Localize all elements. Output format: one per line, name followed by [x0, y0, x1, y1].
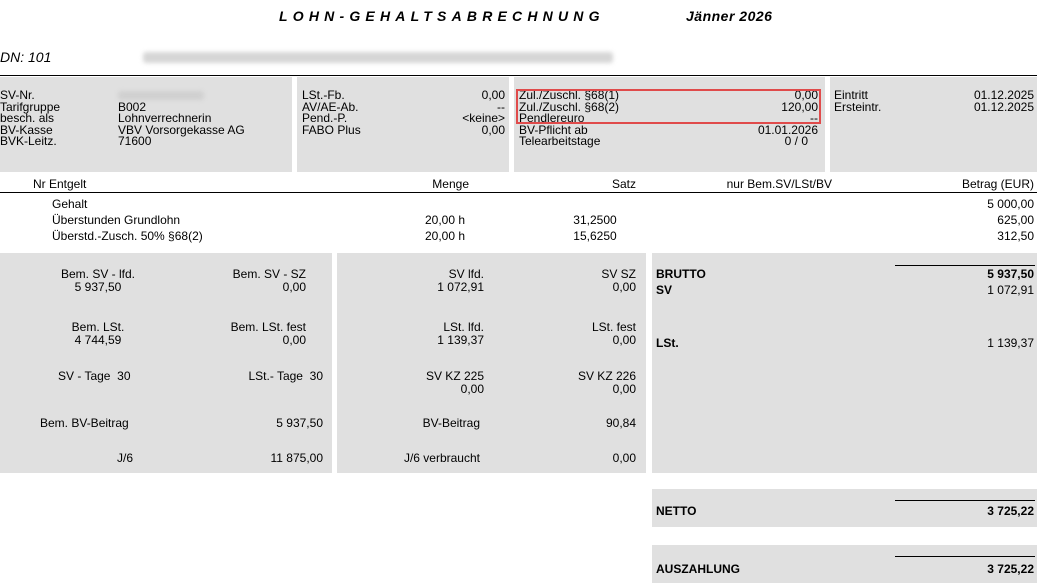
info-col1-values	[118, 90, 288, 148]
sv-summary-label: SV	[656, 283, 673, 297]
pend-p-value: <keine>	[462, 111, 505, 125]
bem-lst-fest	[190, 321, 306, 347]
item-names	[52, 198, 352, 243]
pendlereuro-value: --	[810, 111, 818, 125]
brutto-value: 5 937,50	[987, 267, 1034, 281]
auszahlung-rule	[895, 556, 1035, 557]
info-col2-labels	[302, 90, 412, 136]
av-ae-ab-label: AV/AE-Ab.	[302, 99, 359, 114]
sv-kz225	[390, 370, 484, 396]
lst-fest-value: 0,00	[612, 333, 636, 347]
sv-lfd-value: 1 072,91	[437, 280, 484, 294]
period-text: Jänner 2026	[686, 8, 773, 24]
lst-lfd	[400, 321, 484, 347]
lst-fest	[560, 321, 636, 347]
item-betrag: 312,50	[997, 229, 1034, 243]
lst-tage-value: 30	[309, 369, 323, 383]
col-header-nr-entgelt: Nr Entgelt	[33, 177, 87, 191]
bv-pflicht-value: 01.01.2026	[757, 122, 818, 137]
sv-kz226-value: 0,00	[612, 382, 636, 396]
fabo-plus-label: FABO Plus	[302, 122, 361, 137]
zuschl-68-2-value: 120,00	[781, 99, 818, 114]
bvk-leitz-value: 71600	[118, 134, 152, 148]
item-satz: 31,2500	[573, 213, 617, 227]
auszahlung-label: AUSZAHLUNG	[656, 562, 740, 576]
bv-label: BV-Beitrag	[422, 416, 480, 430]
sv-sz-value: 0,00	[612, 280, 636, 294]
bem-sv-lfd	[40, 268, 156, 294]
besch-als-label: besch. als	[0, 111, 55, 125]
auszahlung-value: 3 725,22	[987, 562, 1034, 576]
sv-kz225-label: SV KZ 225	[425, 369, 484, 383]
lst-summary-label: LSt.	[656, 336, 679, 350]
netto-label: NETTO	[656, 504, 697, 518]
sv-tage-value: 30	[117, 369, 131, 383]
col-header-menge: Menge	[432, 177, 469, 191]
header-divider	[0, 75, 1037, 76]
bem-lst-fest-value: 0,00	[282, 333, 306, 347]
lst-lfd-value: 1 139,37	[437, 333, 484, 347]
pend-p-label: Pend.-P.	[302, 111, 348, 125]
item-saetze	[550, 198, 640, 243]
item-satz: 15,6250	[573, 229, 617, 243]
lst-fb-value: 0,00	[481, 88, 505, 102]
eintritt-value: 01.12.2025	[973, 88, 1034, 102]
col-header-nur-bem: nur Bem.SV/LSt/BV	[726, 177, 832, 191]
lst-fb-label: LSt.-Fb.	[302, 88, 345, 102]
av-ae-ab-value: --	[497, 99, 505, 114]
title-text: LOHN-GEHALTSABRECHNUNG	[279, 8, 605, 24]
j6v-value: 0,00	[612, 451, 636, 465]
info-col2-values	[400, 90, 505, 136]
employee-number: DN: 101	[0, 49, 52, 65]
zuschl-68-1-value: 0,00	[794, 88, 818, 102]
lst-summary-value: 1 139,37	[987, 336, 1034, 350]
j6v-label: J/6 verbraucht	[403, 451, 480, 465]
bem-lst-fest-label: Bem. LSt. fest	[230, 320, 306, 334]
zuschl-68-2-label: Zul./Zuschl. §68(2)	[519, 99, 620, 114]
redacted-employee-name	[143, 52, 613, 63]
bem-sv-sz	[200, 268, 306, 294]
sv-tage	[58, 370, 178, 383]
sv-nr-label: SV-Nr.	[0, 88, 35, 102]
sv-lfd-label: SV lfd.	[448, 267, 484, 281]
item-name: Überstd.-Zusch. 50% §68(2)	[52, 229, 203, 243]
telearbeitstage-value: 0 / 0	[784, 134, 808, 148]
item-betrag: 625,00	[997, 213, 1034, 227]
lst-fest-label: LSt. fest	[591, 320, 636, 334]
item-satz	[550, 198, 640, 211]
sv-lfd	[400, 268, 484, 294]
sv-sz-label: SV SZ	[601, 267, 636, 281]
bem-bv-value: 5 937,50	[276, 416, 323, 430]
j6-value: 11 875,00	[270, 451, 323, 465]
brutto-label: BRUTTO	[656, 267, 706, 281]
item-menge	[400, 198, 490, 211]
sv-kz225-value: 0,00	[460, 382, 484, 396]
info-col4-labels	[834, 90, 924, 113]
besch-als-value: Lohnverrechnerin	[118, 111, 212, 125]
item-name: Gehalt	[52, 197, 88, 211]
item-name: Überstunden Grundlohn	[52, 213, 181, 227]
netto-rule	[895, 500, 1035, 501]
sv-tage-label: SV - Tage	[58, 369, 111, 383]
bv-pflicht-label: BV-Pflicht ab	[519, 122, 588, 137]
ersteintr-label: Ersteintr.	[834, 99, 882, 114]
sv-kz226-label: SV KZ 226	[577, 369, 636, 383]
j6-label: J/6	[117, 451, 134, 465]
bem-bv-label: Bem. BV-Beitrag	[40, 416, 129, 430]
zuschl-68-1-label: Zul./Zuschl. §68(1)	[519, 88, 620, 102]
sv-nr-value	[118, 90, 288, 102]
bvk-leitz-label: BVK-Leitz.	[0, 134, 57, 148]
eintritt-label: Eintritt	[834, 88, 869, 102]
ersteintr-value: 01.12.2025	[973, 99, 1034, 114]
bv-value: 90,84	[605, 416, 636, 430]
tarifgruppe-label: Tarifgruppe	[0, 99, 61, 114]
sv-sz	[560, 268, 636, 294]
tarifgruppe-value: B002	[118, 99, 147, 114]
highlight-box	[516, 89, 821, 124]
pendlereuro-label: Pendlereuro	[519, 111, 585, 125]
bem-sv-lfd-value: 5 937,50	[74, 280, 122, 294]
bv-kasse-label: BV-Kasse	[0, 122, 53, 137]
brutto-rule	[895, 265, 1035, 266]
bv-kasse-value: VBV Vorsorgekasse AG	[118, 122, 245, 137]
lst-lfd-label: LSt. lfd.	[443, 320, 484, 334]
item-menge: 20,00 h	[424, 229, 466, 243]
bem-sv-sz-value: 0,00	[282, 280, 306, 294]
info-col1-labels	[0, 90, 110, 148]
lst-tage	[186, 370, 323, 383]
telearbeitstage-label: Telearbeitstage	[519, 134, 601, 148]
bem-lst-label: Bem. LSt.	[71, 320, 125, 334]
column-header-divider	[0, 192, 1037, 193]
netto-value: 3 725,22	[987, 504, 1034, 518]
bem-sv-sz-label: Bem. SV - SZ	[232, 267, 306, 281]
bem-sv-lfd-label: Bem. SV - lfd.	[60, 267, 136, 281]
col-header-betrag: Betrag (EUR)	[961, 177, 1034, 191]
bem-lst-value: 4 744,59	[74, 333, 122, 347]
item-betraege	[920, 198, 1034, 243]
fabo-plus-value: 0,00	[481, 122, 505, 137]
sv-kz226	[550, 370, 636, 396]
bem-lst	[40, 321, 156, 347]
info-col4-values	[930, 90, 1034, 113]
col-header-satz: Satz	[611, 177, 636, 191]
item-menge: 20,00 h	[424, 213, 466, 227]
lst-tage-label: LSt.- Tage	[248, 369, 303, 383]
item-mengen	[400, 198, 490, 243]
sv-summary-value: 1 072,91	[987, 283, 1034, 297]
item-betrag: 5 000,00	[987, 197, 1034, 211]
